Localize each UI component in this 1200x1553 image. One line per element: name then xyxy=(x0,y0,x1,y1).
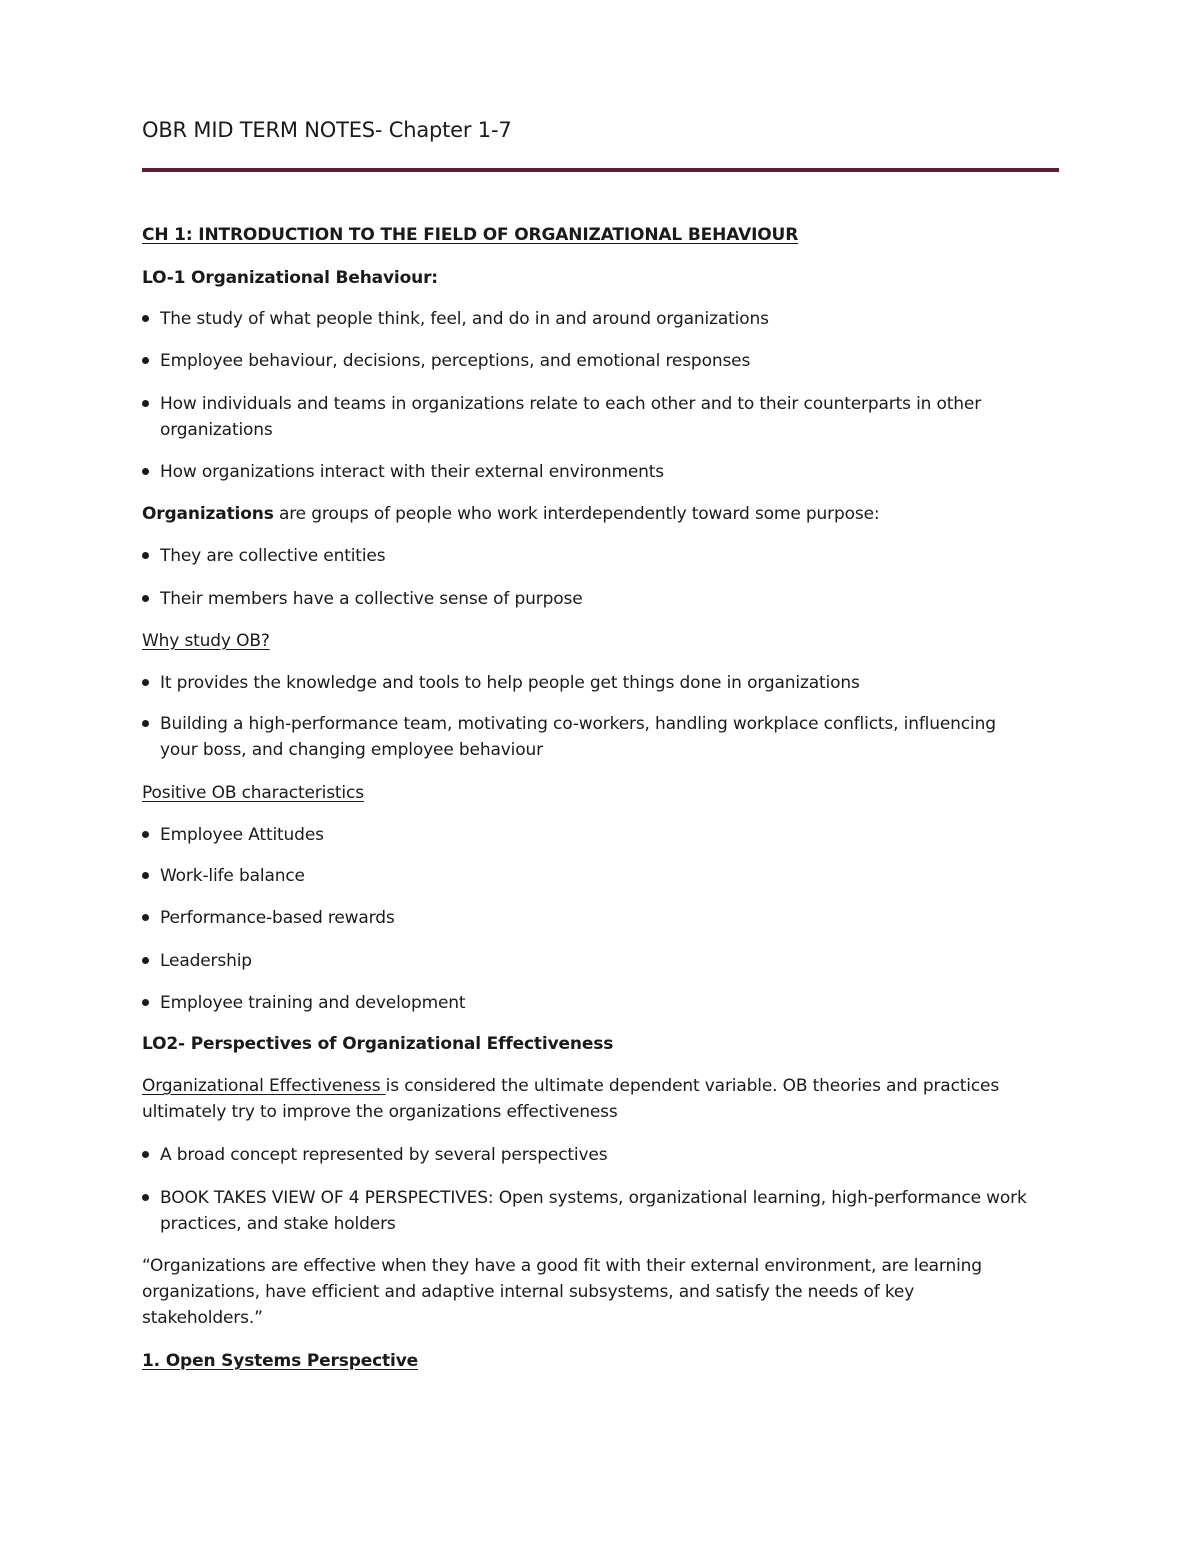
bullet-icon xyxy=(142,1151,149,1158)
list-item-text: They are collective entities xyxy=(160,546,386,566)
list-item-text: Building a high-performance team, motivating co-workers, handling workplace conflicts, influencing xyxy=(160,714,996,734)
list-item-text: Employee Attitudes xyxy=(160,825,324,845)
effectiveness-term: Organizational Effectiveness xyxy=(142,1076,386,1096)
list-item-text: BOOK TAKES VIEW OF 4 PERSPECTIVES: Open systems, organizational learning, high-performance work xyxy=(160,1188,1027,1208)
list-item-text-continued: organizations xyxy=(160,420,273,440)
list-item-text: How individuals and teams in organizations relate to each other and to their counterparts in other xyxy=(160,394,982,414)
bullet-icon xyxy=(142,1194,149,1201)
list-item-text: Leadership xyxy=(160,951,252,971)
list-item-text-continued: practices, and stake holders xyxy=(160,1214,396,1234)
bullet-icon xyxy=(142,831,149,838)
bullet-icon xyxy=(142,720,149,727)
effectiveness-quote-line: “Organizations are effective when they have a good fit with their external environment, are learning xyxy=(142,1256,982,1276)
list-item-text: A broad concept represented by several perspectives xyxy=(160,1145,608,1165)
bullet-icon xyxy=(142,552,149,559)
chapter-heading: CH 1: INTRODUCTION TO THE FIELD OF ORGANIZATIONAL BEHAVIOUR xyxy=(142,225,799,245)
bullet-icon xyxy=(142,872,149,879)
list-item-text: Their members have a collective sense of purpose xyxy=(160,589,583,609)
effectiveness-quote-line: organizations, have efficient and adaptive internal subsystems, and satisfy the needs of key xyxy=(142,1282,915,1302)
bullet-icon xyxy=(142,914,149,921)
bullet-icon xyxy=(142,315,149,322)
bullet-icon xyxy=(142,957,149,964)
list-item-text-continued: your boss, and changing employee behaviour xyxy=(160,740,543,760)
list-item-text: Employee training and development xyxy=(160,993,466,1013)
why-study-heading: Why study OB? xyxy=(142,631,270,651)
lo1-heading: LO-1 Organizational Behaviour: xyxy=(142,268,438,288)
organizations-term: Organizations xyxy=(142,504,274,524)
list-item-text: Employee behaviour, decisions, perceptions, and emotional responses xyxy=(160,351,751,371)
lo2-heading: LO2- Perspectives of Organizational Effectiveness xyxy=(142,1034,614,1054)
bullet-icon xyxy=(142,468,149,475)
list-item-text: Performance-based rewards xyxy=(160,908,395,928)
effectiveness-definition xyxy=(142,1073,999,1099)
bullet-icon xyxy=(142,679,149,686)
list-item-text: Work-life balance xyxy=(160,866,305,886)
organizations-definition xyxy=(142,501,879,527)
effectiveness-quote-line: stakeholders.” xyxy=(142,1308,263,1328)
bullet-icon xyxy=(142,595,149,602)
document-title: OBR MID TERM NOTES- Chapter 1-7 xyxy=(142,118,512,142)
effectiveness-definition-text: is considered the ultimate dependent variable. OB theories and practices xyxy=(385,1076,1000,1096)
list-item-text: It provides the knowledge and tools to help people get things done in organizations xyxy=(160,673,860,693)
title-divider xyxy=(142,168,1059,172)
list-item-text: The study of what people think, feel, and do in and around organizations xyxy=(160,309,769,329)
bullet-icon xyxy=(142,999,149,1006)
bullet-icon xyxy=(142,400,149,407)
bullet-icon xyxy=(142,357,149,364)
open-systems-heading: 1. Open Systems Perspective xyxy=(142,1351,419,1371)
list-item-text: How organizations interact with their external environments xyxy=(160,462,665,482)
effectiveness-definition-continued: ultimately try to improve the organizations effectiveness xyxy=(142,1102,618,1122)
organizations-definition-text: are groups of people who work interdependently toward some purpose: xyxy=(273,504,880,524)
positive-ob-heading: Positive OB characteristics xyxy=(142,783,364,803)
